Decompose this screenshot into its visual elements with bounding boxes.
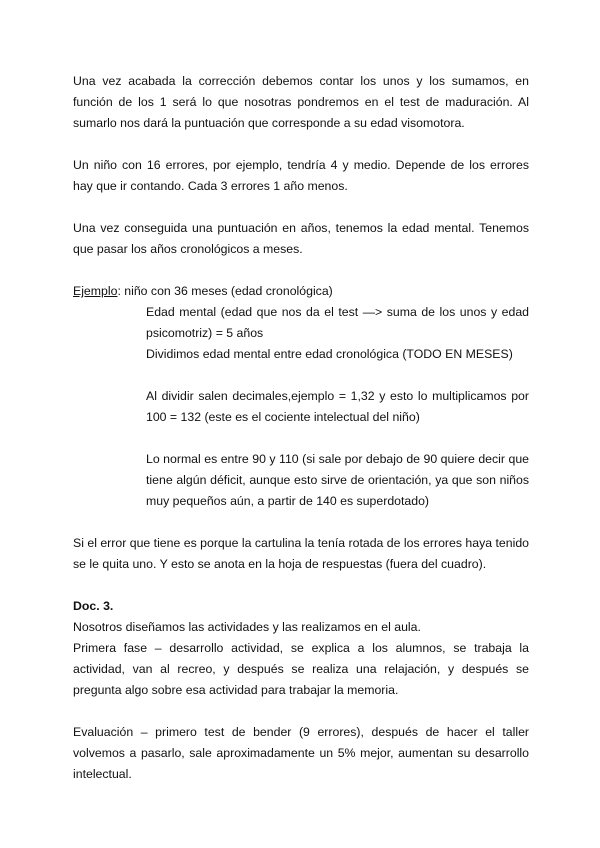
- example-text: : niño con 36 meses (edad cronológica): [117, 284, 333, 298]
- example-line: [73, 281, 529, 302]
- doc-paragraph-evaluation: Evaluación – primero test de bender (9 errores), después de hacer el taller volvemos a pasarlo, sale aproximadamente un 5% mejor, aumentan su desarrollo intelectual.: [73, 725, 529, 781]
- spacer: [73, 197, 529, 218]
- spacer: [73, 575, 529, 596]
- spacer: [73, 701, 529, 722]
- doc-heading: Doc. 3.: [73, 599, 114, 613]
- spacer: [73, 512, 529, 533]
- spacer: [73, 134, 529, 155]
- spacer: [73, 365, 529, 386]
- example-normal-range: Lo normal es entre 90 y 110 (si sale por debajo de 90 quiere decir que tiene algún déficit, aunque esto sirve de orientación, ya que son niños muy pequeños aún, a partir de 140 es superdotado): [146, 452, 529, 508]
- doc-paragraph-first-phase: Primera fase – desarrollo actividad, se explica a los alumnos, se trabaja la actividad, van al recreo, y después se realiza una relajación, y después se pregunta algo sobre esa actividad para trabajar la memoria.: [73, 641, 529, 697]
- spacer: [73, 260, 529, 281]
- paragraph-correction: Una vez acabada la corrección debemos contar los unos y los sumamos, en función de los 1 será lo que nosotras pondremos en el test de maduración. Al sumarlo nos dará la puntuación que corresponde a su edad visomotora.: [73, 74, 529, 130]
- spacer: [73, 428, 529, 449]
- example-decimals: Al dividir salen decimales,ejemplo = 1,32 y esto lo multiplicamos por 100 = 132 (este es el cociente intelectual del niño): [146, 389, 529, 424]
- example-mental-age: Edad mental (edad que nos da el test —> suma de los unos y edad psicomotriz) = 5 años: [146, 305, 529, 340]
- paragraph-card-rotation: Si el error que tiene es porque la cartulina la tenía rotada de los errores haya tenido se le quita uno. Y esto se anota en la hoja de respuestas (fuera del cuadro).: [73, 536, 529, 571]
- example-division: Dividimos edad mental entre edad cronológica (TODO EN MESES): [146, 347, 513, 361]
- paragraph-errors: Un niño con 16 errores, por ejemplo, tendría 4 y medio. Depende de los errores hay que ir contando. Cada 3 errores 1 año menos.: [73, 158, 529, 193]
- document-body: [73, 71, 529, 785]
- example-label: Ejemplo: [73, 284, 118, 298]
- paragraph-mental-age: Una vez conseguida una puntuación en años, tenemos la edad mental. Tenemos que pasar los años cronológicos a meses.: [73, 221, 529, 256]
- doc-paragraph-design: Nosotros diseñamos las actividades y las realizamos en el aula.: [73, 620, 421, 634]
